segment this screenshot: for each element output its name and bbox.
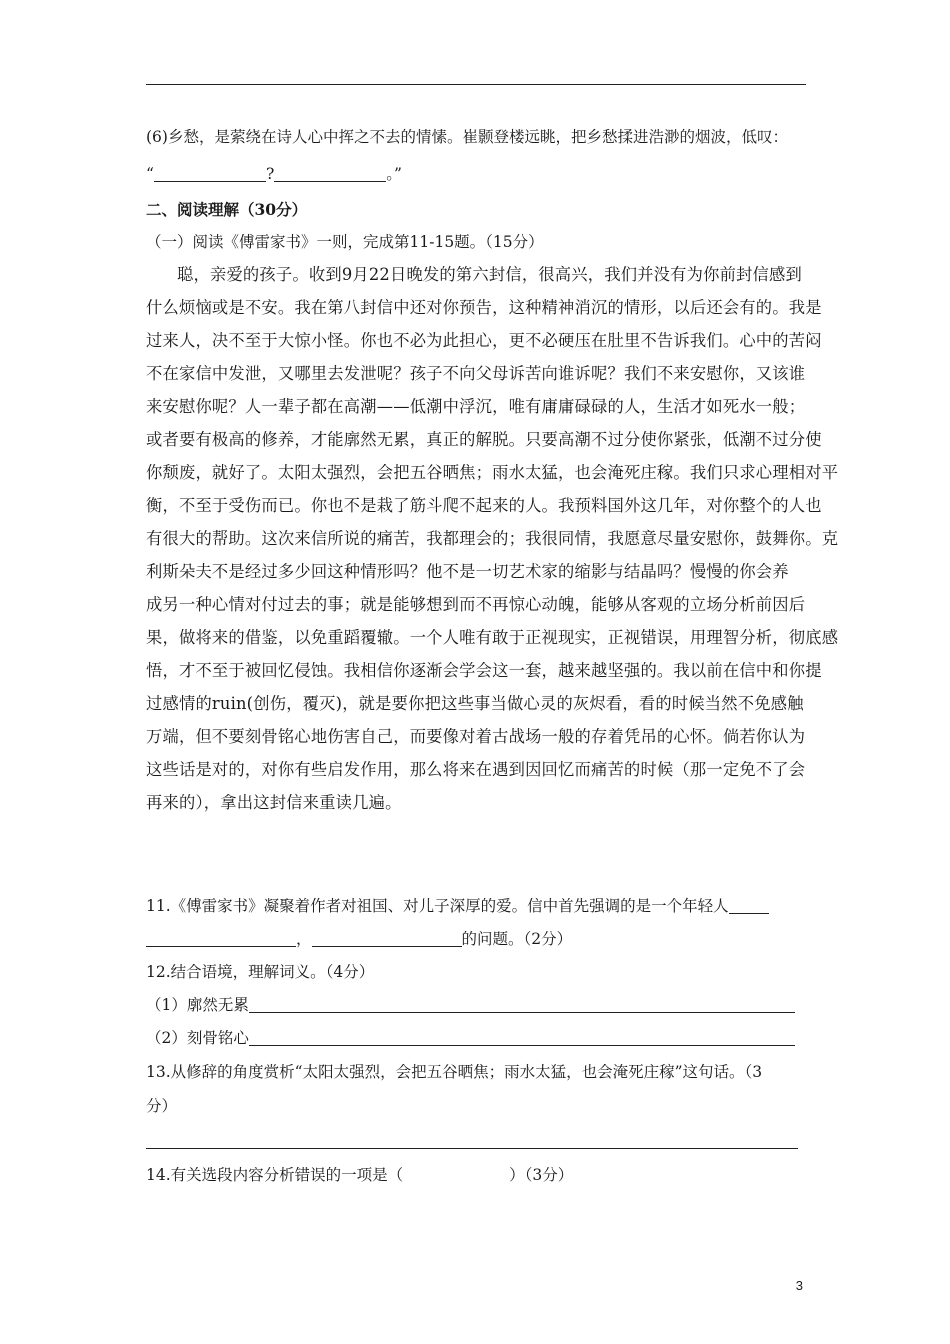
q11-blank-2[interactable] bbox=[312, 930, 462, 947]
page-number: 3 bbox=[795, 1278, 803, 1293]
q14-prompt: 14.有关选段内容分析错误的一项是（ ）（3分） bbox=[146, 1166, 574, 1184]
q13-line1: 13.从修辞的角度赏析“太阳太强烈，会把五谷晒焦；雨水太猛，也会淹死庄稼”这句话。（3 bbox=[146, 1063, 763, 1081]
passage-line: 聪，亲爱的孩子。收到9月22日晚发的第六封信，很高兴，我们并没有为你前封信感到 bbox=[177, 265, 803, 284]
passage-line: 再来的），拿出这封信来重读几遍。 bbox=[146, 793, 402, 812]
q11-line2: ， 的问题。（2分） bbox=[146, 929, 572, 949]
q12-answer-line-1[interactable] bbox=[249, 996, 795, 1013]
passage-line: 不在家信中发泄，又哪里去发泄呢？孩子不向父母诉苦向谁诉呢？我们不来安慰你，又该谁 bbox=[146, 364, 806, 383]
passage-line: 或者要有极高的修养，才能廓然无累，真正的解脱。只要高潮不过分使你紧张，低潮不过分使 bbox=[146, 430, 822, 449]
q13-answer-line[interactable] bbox=[146, 1148, 798, 1149]
section2-heading: 二、阅读理解（30分） bbox=[146, 200, 308, 219]
q6-blank-2[interactable] bbox=[274, 165, 386, 182]
passage-line: 成另一种心情对付过去的事；就是能够想到而不再惊心动魄，能够从客观的立场分析前因后 bbox=[146, 595, 806, 614]
q11-blank-1b[interactable] bbox=[146, 930, 296, 947]
passage-line: 有很大的帮助。这次来信所说的痛苦，我都理会的；我很同情，我愿意尽量安慰你，鼓舞你。克 bbox=[146, 529, 839, 548]
passage-line: 万端，但不要刻骨铭心地伤害自己，而要像对着古战场一般的存着凭吊的心怀。倘若你认为 bbox=[146, 727, 806, 746]
q6-blank-1[interactable] bbox=[154, 165, 266, 182]
q12-prompt: 12.结合语境，理解词义。（4分） bbox=[146, 963, 375, 981]
passage-line: 过来人，决不至于大惊小怪。你也不必为此担心，更不必硬压在肚里不告诉我们。心中的苦闷 bbox=[146, 331, 822, 350]
top-divider bbox=[146, 84, 806, 85]
passage-line: 什么烦恼或是不安。我在第八封信中还对你预告，这种精神消沉的情形，以后还会有的。我是 bbox=[146, 298, 822, 317]
q12-item-1: （1）廓然无累 bbox=[146, 995, 795, 1015]
q12-answer-line-2[interactable] bbox=[249, 1029, 795, 1046]
passage-line: 来安慰你呢？人一辈子都在高潮——低潮中浮沉，唯有庸庸碌碌的人，生活才如死水一般； bbox=[146, 397, 806, 416]
passage-line: 利斯朵夫不是经过多少回这种情形吗？他不是一切艺术家的缩影与结晶吗？慢慢的你会养 bbox=[146, 562, 789, 581]
q12-item-2: （2）刻骨铭心 bbox=[146, 1028, 795, 1048]
passage-line: 这些话是对的，对你有些启发作用，那么将来在遇到因回忆而痛苦的时候（那一定免不了会 bbox=[146, 760, 806, 779]
passage-line: 果，做将来的借鉴，以免重蹈覆辙。一个人唯有敢于正视现实，正视错误，用理智分析，彻底感 bbox=[146, 628, 839, 647]
section2-intro: （一）阅读《傅雷家书》一则，完成第11-15题。（15分） bbox=[146, 233, 544, 251]
passage-line: 衡，不至于受伤而已。你也不是栽了筋斗爬不起来的人。我预料国外这几年，对你整个的人也 bbox=[146, 496, 822, 515]
q6-line1: (6)乡愁，是萦绕在诗人心中挥之不去的情愫。崔颢登楼远眺，把乡愁揉进浩渺的烟波，低叹： bbox=[146, 128, 788, 146]
passage-line: 过感情的ruin(创伤，覆灭)，就是要你把这些事当做心灵的灰烬看，看的时候当然不免感触 bbox=[146, 694, 804, 713]
q11-blank-1a[interactable] bbox=[729, 897, 769, 914]
passage-line: 你颓废，就好了。太阳太强烈，会把五谷晒焦；雨水太猛，也会淹死庄稼。我们只求心理相对平 bbox=[146, 463, 839, 482]
q13-line2: 分） bbox=[146, 1097, 178, 1115]
q6-line2: “ ? 。” bbox=[146, 165, 402, 183]
passage-line: 悟，才不至于被回忆侵蚀。我相信你逐渐会学会这一套，越来越坚强的。我以前在信中和你提 bbox=[146, 661, 822, 680]
q11-line1: 11.《傅雷家书》凝聚着作者对祖国、对儿子深厚的爱。信中首先强调的是一个年轻人 bbox=[146, 896, 769, 916]
